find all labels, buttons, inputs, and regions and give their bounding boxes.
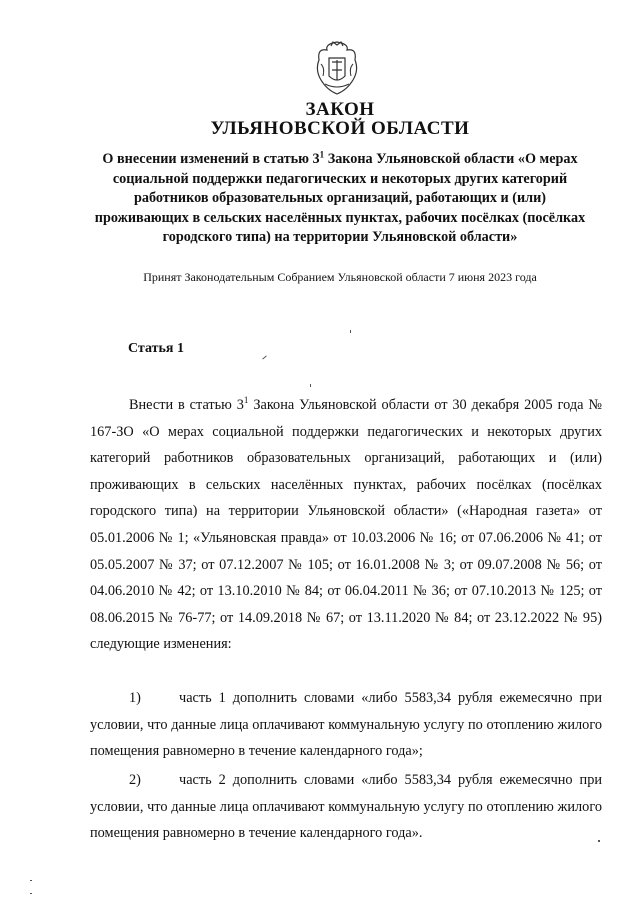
coat-of-arms-icon	[313, 40, 361, 96]
scan-mark	[350, 330, 351, 333]
article-intro-paragraph: Внести в статью $3^1$ Закона Ульяновской области от 30 декабря 2005 года № 167-ЗО «О мерах социальной поддержки педагогических и некоторых других категорий работников образовательных организаций, работающих и (или) проживающих в сельских населённых пунктах, рабочих посёлках (посёлках городского типа) на территории Ульяновской области» («Народная газета» от 05.01.2006 № 1; «Ульяновская правда» от 10.03.2006 № 16; от 07.06.2006 № 41; от 05.05.2007 № 37; от 07.12.2007 № 105; от 16.01.2008 № 3; от 09.07.2008 № 56; от 04.06.2010 № 42; от 13.10.2010 № 84; от 06.04.2011 № 36; от 07.10.2013 № 125; от 08.06.2015 № 76-77; от 14.09.2018 № 67; от 13.11.2020 № 84; от 23.12.2022 № 95) следующие изменения:	[90, 395, 603, 653]
item-text: часть 2 дополнить словами «либо 5583,34 рубля ежемесячно при условии, что данные лица оплачивают коммунальную услугу по отоплению жилого помещения равномерно в течение календарного года».	[90, 772, 602, 842]
amendment-item	[90, 767, 602, 847]
law-subtitle: О внесении изменений в статью $3^1$ Закона Ульяновской области «О мерах социальной поддержки педагогических и некоторых других категорий работников образовательных организаций, работающих и (или) проживающих в сельских населённых пунктах, рабочих посёлках (посёлках городского типа) на территории Ульяновской области»	[94, 149, 586, 245]
item-number: 2)	[129, 772, 141, 788]
law-title: ЗАКОН	[305, 99, 375, 120]
item-text: часть 1 дополнить словами «либо 5583,34 рубля ежемесячно при условии, что данные лица оплачивают коммунальную услугу по отоплению жилого помещения равномерно в течение календарного года»;	[90, 690, 602, 760]
scan-mark	[30, 893, 32, 894]
scan-mark	[262, 356, 266, 360]
scan-mark	[310, 384, 311, 387]
law-region-title: УЛЬЯНОВСКОЙ ОБЛАСТИ	[210, 118, 470, 139]
amendment-item	[90, 685, 602, 765]
item-number: 1)	[129, 690, 141, 706]
adoption-note: Принят Законодательным Собранием Ульяновской области 7 июня 2023 года	[143, 270, 537, 284]
scan-mark	[30, 880, 32, 881]
article-heading: Статья 1	[128, 341, 184, 356]
scan-mark	[598, 840, 600, 842]
